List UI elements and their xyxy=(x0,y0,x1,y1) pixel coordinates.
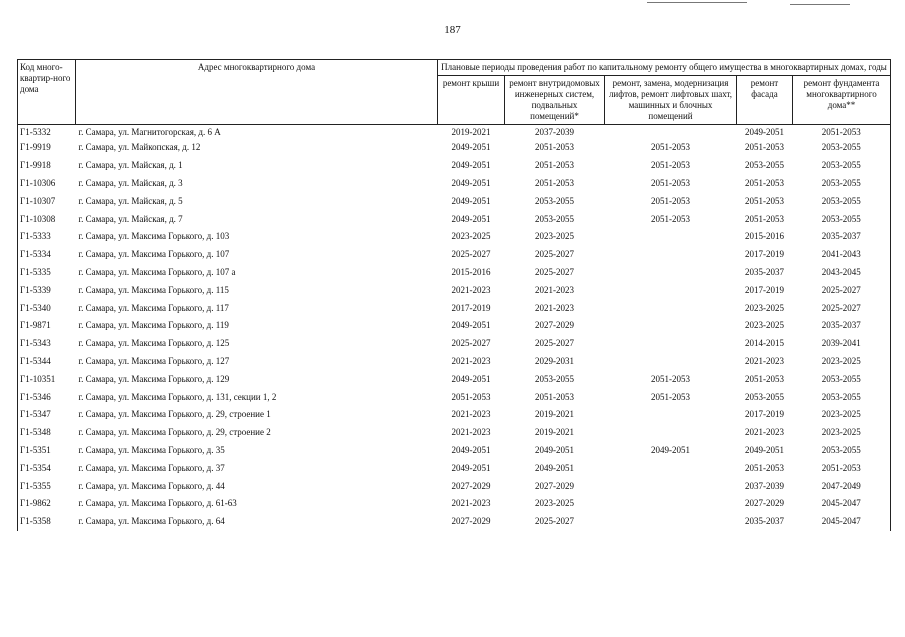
scan-mark xyxy=(647,2,747,3)
cell-facade: 2023-2025 xyxy=(745,320,784,331)
cell-code: Г1-5358 xyxy=(18,513,76,531)
cell-foundation: 2047-2049 xyxy=(793,477,891,495)
table-row xyxy=(18,335,891,353)
cell-facade: 2051-2053 xyxy=(745,462,784,473)
cell-elevators xyxy=(605,264,737,282)
table-row xyxy=(18,406,891,424)
cell-elevators xyxy=(605,299,737,317)
cell-elevators: 2051-2053 xyxy=(651,391,690,402)
table-row xyxy=(18,210,891,228)
cell-address: г. Самара, ул. Майская, д. 1 xyxy=(78,160,183,171)
cell-roof: 2021-2023 xyxy=(451,498,491,509)
cell-code: Г1-5355 xyxy=(18,477,76,495)
table-row xyxy=(18,246,891,264)
cell-code: Г1-5351 xyxy=(18,442,76,460)
cell-systems: 2029-2031 xyxy=(535,355,574,366)
cell-foundation: 2051-2053 xyxy=(793,459,891,477)
cell-roof: 2049-2051 xyxy=(451,177,491,188)
table-row xyxy=(18,228,891,246)
cell-foundation: 2045-2047 xyxy=(793,495,891,513)
cell-elevators: 2051-2053 xyxy=(651,160,690,171)
cell-code: Г1-5343 xyxy=(18,335,76,353)
cell-facade: 2051-2053 xyxy=(745,177,784,188)
header-systems: ремонт внутридомовых инженерных систем, подвальных помещений* xyxy=(505,76,605,125)
scan-mark xyxy=(790,4,850,5)
cell-systems: 2025-2027 xyxy=(535,266,574,277)
cell-foundation: 2053-2055 xyxy=(793,192,891,210)
cell-address: г. Самара, ул. Майская, д. 5 xyxy=(78,195,183,206)
cell-foundation: 2053-2055 xyxy=(793,442,891,460)
cell-address: г. Самара, ул. Максима Горького, д. 115 xyxy=(78,284,229,295)
cell-code: Г1-5344 xyxy=(18,353,76,371)
cell-systems: 2053-2055 xyxy=(535,373,574,384)
cell-code: Г1-5347 xyxy=(18,406,76,424)
cell-foundation: 2053-2055 xyxy=(793,139,891,157)
cell-address: г. Самара, ул. Максима Горького, д. 125 xyxy=(78,338,230,349)
cell-facade: 2053-2055 xyxy=(745,160,784,171)
cell-foundation: 2025-2027 xyxy=(793,299,891,317)
cell-address: г. Самара, ул. Максима Горького, д. 129 xyxy=(78,373,230,384)
cell-roof: 2049-2051 xyxy=(451,320,491,331)
cell-foundation: 2035-2037 xyxy=(793,228,891,246)
cell-facade: 2053-2055 xyxy=(745,391,784,402)
header-elevators: ремонт, замена, модернизация лифтов, ремонт лифтовых шахт, машинных и блочных помещений xyxy=(605,76,737,125)
header-roof: ремонт крыши xyxy=(438,76,505,125)
cell-roof: 2019-2021 xyxy=(451,126,491,137)
cell-roof: 2025-2027 xyxy=(451,249,491,260)
cell-elevators xyxy=(605,228,737,246)
table-row xyxy=(18,281,891,299)
cell-roof: 2049-2051 xyxy=(451,213,491,224)
cell-elevators xyxy=(605,477,737,495)
cell-foundation: 2053-2055 xyxy=(793,388,891,406)
cell-roof: 2049-2051 xyxy=(451,373,491,384)
cell-facade: 2017-2019 xyxy=(745,284,784,295)
cell-systems: 2037-2039 xyxy=(535,126,574,137)
cell-systems: 2025-2027 xyxy=(535,338,574,349)
cell-address: г. Самара, ул. Максима Горького, д. 29, строение 1 xyxy=(78,409,271,420)
cell-systems: 2049-2051 xyxy=(535,444,574,455)
cell-facade: 2051-2053 xyxy=(745,142,784,153)
cell-code: Г1-5333 xyxy=(18,228,76,246)
cell-foundation: 2023-2025 xyxy=(793,406,891,424)
cell-address: г. Самара, ул. Майская, д. 7 xyxy=(78,213,183,224)
cell-elevators xyxy=(605,353,737,371)
cell-address: г. Самара, ул. Майкопская, д. 12 xyxy=(78,142,201,153)
cell-facade: 2035-2037 xyxy=(745,266,784,277)
cell-facade: 2027-2029 xyxy=(745,498,784,509)
cell-facade: 2051-2053 xyxy=(745,213,784,224)
table-row xyxy=(18,192,891,210)
cell-address: г. Самара, ул. Максима Горького, д. 64 xyxy=(78,516,225,527)
cell-facade: 2015-2016 xyxy=(745,231,784,242)
cell-foundation: 2051-2053 xyxy=(793,125,891,140)
table-header xyxy=(18,60,891,125)
cell-code: Г1-9919 xyxy=(18,139,76,157)
cell-systems: 2023-2025 xyxy=(535,231,574,242)
cell-code: Г1-9871 xyxy=(18,317,76,335)
cell-elevators xyxy=(605,495,737,513)
cell-systems: 2021-2023 xyxy=(535,284,574,295)
cell-elevators: 2051-2053 xyxy=(651,213,690,224)
cell-facade: 2023-2025 xyxy=(745,302,784,313)
cell-foundation: 2035-2037 xyxy=(793,317,891,335)
cell-address: г. Самара, ул. Майская, д. 3 xyxy=(78,177,183,188)
cell-code: Г1-5339 xyxy=(18,281,76,299)
table-row xyxy=(18,139,891,157)
table-row xyxy=(18,424,891,442)
cell-foundation: 2045-2047 xyxy=(793,513,891,531)
cell-code: Г1-5346 xyxy=(18,388,76,406)
capital-repair-table xyxy=(17,59,891,531)
cell-facade: 2014-2015 xyxy=(745,338,784,349)
cell-elevators xyxy=(605,125,737,140)
cell-facade: 2037-2039 xyxy=(745,480,784,491)
cell-foundation: 2053-2055 xyxy=(793,370,891,388)
table-row xyxy=(18,125,891,140)
cell-address: г. Самара, ул. Максима Горького, д. 37 xyxy=(78,462,225,473)
table-row xyxy=(18,264,891,282)
cell-code: Г1-5332 xyxy=(18,125,76,140)
cell-address: г. Самара, ул. Максима Горького, д. 107 xyxy=(78,249,230,260)
cell-code: Г1-5335 xyxy=(18,264,76,282)
cell-roof: 2023-2025 xyxy=(451,231,491,242)
table-row xyxy=(18,370,891,388)
cell-code: Г1-5340 xyxy=(18,299,76,317)
cell-facade: 2021-2023 xyxy=(745,355,784,366)
cell-code: Г1-10351 xyxy=(18,370,76,388)
cell-systems: 2023-2025 xyxy=(535,498,574,509)
cell-roof: 2049-2051 xyxy=(451,462,491,473)
cell-roof: 2027-2029 xyxy=(451,480,491,491)
cell-code: Г1-10308 xyxy=(18,210,76,228)
cell-address: г. Самара, ул. Максима Горького, д. 131, секции 1, 2 xyxy=(78,391,277,402)
cell-address: г. Самара, ул. Максима Горького, д. 127 xyxy=(78,355,230,366)
cell-systems: 2019-2021 xyxy=(535,427,574,438)
cell-systems: 2053-2055 xyxy=(535,213,574,224)
cell-elevators: 2051-2053 xyxy=(651,142,690,153)
table-row xyxy=(18,477,891,495)
cell-roof: 2027-2029 xyxy=(451,516,491,527)
cell-elevators xyxy=(605,406,737,424)
table-row xyxy=(18,513,891,531)
header-periods: Плановые периоды проведения работ по капитальному ремонту общего имущества в многоквартирных домах, годы xyxy=(438,60,891,76)
cell-facade: 2035-2037 xyxy=(745,516,784,527)
cell-foundation: 2023-2025 xyxy=(793,353,891,371)
cell-systems: 2051-2053 xyxy=(535,142,574,153)
cell-roof: 2049-2051 xyxy=(451,160,491,171)
table-row xyxy=(18,299,891,317)
header-foundation: ремонт фундамента многоквартирного дома** xyxy=(793,76,891,125)
table-row xyxy=(18,495,891,513)
header-facade: ремонт фасада xyxy=(737,76,793,125)
cell-systems: 2021-2023 xyxy=(535,302,574,313)
cell-elevators xyxy=(605,317,737,335)
cell-facade: 2049-2051 xyxy=(745,444,784,455)
cell-address: г. Самара, ул. Максима Горького, д. 61-63 xyxy=(78,498,237,509)
cell-address: г. Самара, ул. Максима Горького, д. 107 а xyxy=(78,266,236,277)
cell-code: Г1-9862 xyxy=(18,495,76,513)
cell-roof: 2049-2051 xyxy=(451,444,491,455)
cell-roof: 2021-2023 xyxy=(451,284,491,295)
table-row xyxy=(18,157,891,175)
cell-elevators xyxy=(605,246,737,264)
cell-address: г. Самара, ул. Максима Горького, д. 29, строение 2 xyxy=(78,427,271,438)
cell-systems: 2053-2055 xyxy=(535,195,574,206)
cell-address: г. Самара, ул. Магнитогорская, д. 6 А xyxy=(78,126,221,137)
cell-roof: 2051-2053 xyxy=(451,391,491,402)
header-code: Код много-квартир-ного дома xyxy=(18,60,76,125)
cell-foundation: 2041-2043 xyxy=(793,246,891,264)
cell-systems: 2025-2027 xyxy=(535,516,574,527)
cell-roof: 2017-2019 xyxy=(451,302,491,313)
cell-roof: 2049-2051 xyxy=(451,195,491,206)
cell-foundation: 2053-2055 xyxy=(793,175,891,193)
cell-systems: 2051-2053 xyxy=(535,391,574,402)
cell-code: Г1-5348 xyxy=(18,424,76,442)
cell-facade: 2017-2019 xyxy=(745,409,784,420)
cell-systems: 2051-2053 xyxy=(535,177,574,188)
cell-code: Г1-10306 xyxy=(18,175,76,193)
cell-roof: 2021-2023 xyxy=(451,409,491,420)
cell-code: Г1-9918 xyxy=(18,157,76,175)
page-number: 187 xyxy=(444,24,461,36)
cell-systems: 2019-2021 xyxy=(535,409,574,420)
cell-elevators: 2051-2053 xyxy=(651,195,690,206)
cell-address: г. Самара, ул. Максима Горького, д. 44 xyxy=(78,480,225,491)
cell-code: Г1-10307 xyxy=(18,192,76,210)
table-row xyxy=(18,459,891,477)
cell-facade: 2049-2051 xyxy=(745,126,784,137)
cell-elevators xyxy=(605,459,737,477)
cell-elevators xyxy=(605,513,737,531)
cell-systems: 2025-2027 xyxy=(535,249,574,260)
cell-foundation: 2039-2041 xyxy=(793,335,891,353)
cell-elevators xyxy=(605,335,737,353)
cell-roof: 2025-2027 xyxy=(451,338,491,349)
cell-facade: 2051-2053 xyxy=(745,195,784,206)
table-row xyxy=(18,317,891,335)
cell-foundation: 2025-2027 xyxy=(793,281,891,299)
cell-address: г. Самара, ул. Максима Горького, д. 119 xyxy=(78,320,229,331)
cell-address: г. Самара, ул. Максима Горького, д. 117 xyxy=(78,302,229,313)
cell-elevators: 2049-2051 xyxy=(651,444,690,455)
cell-systems: 2027-2029 xyxy=(535,480,574,491)
cell-facade: 2051-2053 xyxy=(745,373,784,384)
cell-systems: 2051-2053 xyxy=(535,160,574,171)
cell-systems: 2049-2051 xyxy=(535,462,574,473)
cell-elevators: 2051-2053 xyxy=(651,177,690,188)
cell-facade: 2021-2023 xyxy=(745,427,784,438)
cell-facade: 2017-2019 xyxy=(745,249,784,260)
cell-foundation: 2043-2045 xyxy=(793,264,891,282)
cell-elevators xyxy=(605,281,737,299)
cell-systems: 2027-2029 xyxy=(535,320,574,331)
cell-foundation: 2053-2055 xyxy=(793,157,891,175)
cell-roof: 2021-2023 xyxy=(451,355,491,366)
cell-roof: 2015-2016 xyxy=(451,266,491,277)
cell-code: Г1-5334 xyxy=(18,246,76,264)
cell-foundation: 2023-2025 xyxy=(793,424,891,442)
table-row xyxy=(18,388,891,406)
table-row xyxy=(18,353,891,371)
cell-elevators: 2051-2053 xyxy=(651,373,690,384)
cell-roof: 2049-2051 xyxy=(451,142,491,153)
cell-elevators xyxy=(605,424,737,442)
header-address: Адрес многоквартирного дома xyxy=(76,60,438,125)
cell-roof: 2021-2023 xyxy=(451,427,491,438)
table-body xyxy=(18,125,891,531)
cell-address: г. Самара, ул. Максима Горького, д. 103 xyxy=(78,231,230,242)
table-row xyxy=(18,175,891,193)
table-row xyxy=(18,442,891,460)
cell-address: г. Самара, ул. Максима Горького, д. 35 xyxy=(78,444,225,455)
cell-foundation: 2053-2055 xyxy=(793,210,891,228)
cell-code: Г1-5354 xyxy=(18,459,76,477)
